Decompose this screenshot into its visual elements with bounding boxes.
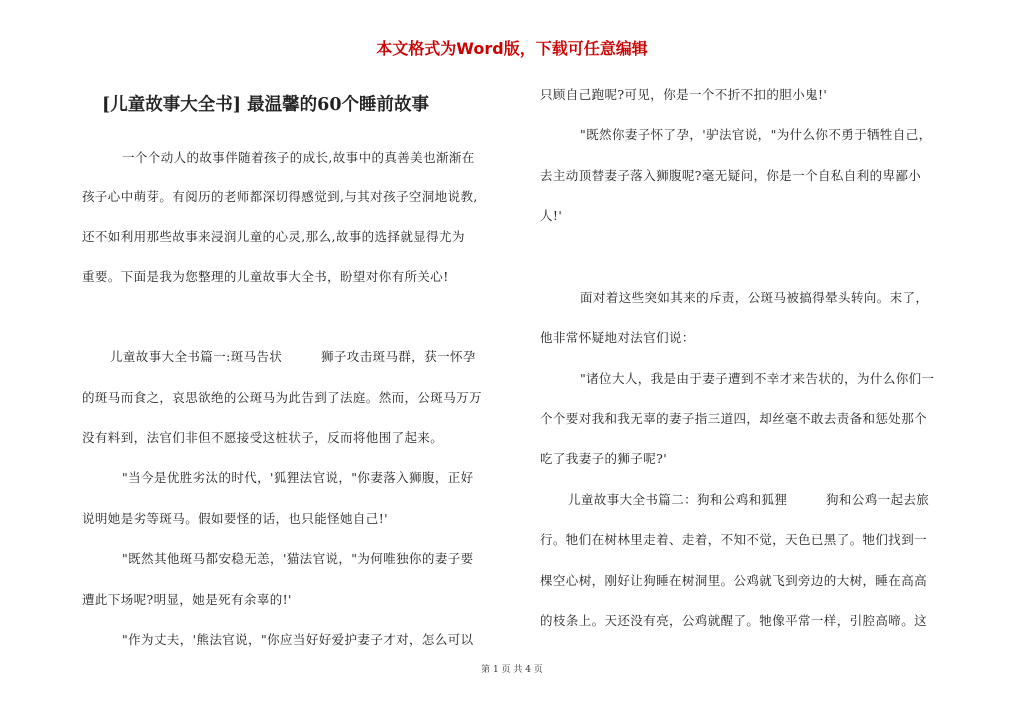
text-line: 一个个动人的故事伴随着孩子的成长,故事中的真善美也渐渐在 (122, 150, 475, 165)
text-line: 只顾自己跑呢?可见，你是一个不折不扣的胆小鬼!' (540, 87, 828, 102)
text-line: 行。牠们在树林里走着、走着，不知不觉，天色已黑了。牠们找到一 (540, 532, 928, 547)
text-line: "诸位大人，我是由于妻子遭到不幸才来告状的，为什么你们一 (580, 371, 935, 386)
page-title: [儿童故事大全书] 最温馨的60个睡前故事 (102, 95, 430, 115)
text-line: 没有料到，法官们非但不愿接受这桩状子，反而将他围了起来。 (82, 430, 444, 445)
text-line: 还不如利用那些故事来浸润儿童的心灵,那么,故事的选择就显得尤为 (82, 229, 465, 244)
page-number-footer: 第 1 页 共 4 页 (481, 665, 543, 675)
text-line: 面对着这些突如其来的斥责，公斑马被搞得晕头转向。末了， (580, 290, 929, 305)
edit-notice-banner: 本文格式为Word版，下载可任意编辑 (376, 39, 648, 58)
text-line: 孩子心中萌芽。有阅历的老师都深切得感觉到,与其对孩子空洞地说教, (82, 189, 478, 204)
text-line: "作为丈夫，'熊法官说，"你应当好好爱护妻子才对，怎么可以 (122, 632, 474, 647)
section-heading-line: 儿童故事大全书篇二：狗和公鸡和狐狸 狗和公鸡一起去旅 (568, 492, 930, 507)
text-line: "当今是优胜劣汰的时代，'狐狸法官说，"你妻落入狮腹，正好 (122, 470, 474, 485)
text-line: "既然其他斑马都安稳无恙，'猫法官说，"为何唯独你的妻子要 (122, 551, 474, 566)
text-line: 吃了我妻子的狮子呢?' (540, 451, 668, 466)
text-line: 重要。下面是我为您整理的儿童故事大全书，盼望对你有所关心! (82, 269, 449, 284)
text-line: 棵空心树，刚好让狗睡在树洞里。公鸡就飞到旁边的大树，睡在高高 (540, 573, 928, 588)
text-line: 他非常怀疑地对法官们说： (540, 330, 695, 345)
text-line: 的枝条上。天还没有亮，公鸡就醒了。牠像平常一样，引腔高啼。这 (540, 613, 928, 628)
text-line: 人!' (540, 208, 563, 223)
text-line: "既然你妻子怀了孕，'驴法官说，"为什么你不勇于牺牲自己， (580, 127, 932, 142)
text-line: 个个要对我和我无辜的妻子指三道四，却丝毫不敢去责备和惩处那个 (540, 411, 928, 426)
text-line: 的斑马而食之，哀思欲绝的公斑马为此告到了法庭。然而，公斑马万万 (82, 390, 482, 405)
text-line: 说明她是劣等斑马。假如要怪的话，也只能怪她自己!' (82, 511, 388, 526)
section-heading-line: 儿童故事大全书篇一:斑马告状 狮子攻击斑马群，获一怀孕 (110, 349, 476, 364)
text-line: 遭此下场呢?明显，她是死有余辜的!' (82, 592, 292, 607)
text-line: 去主动顶替妻子落入狮腹呢?毫无疑问，你是一个自私自利的卑鄙小 (540, 168, 922, 183)
